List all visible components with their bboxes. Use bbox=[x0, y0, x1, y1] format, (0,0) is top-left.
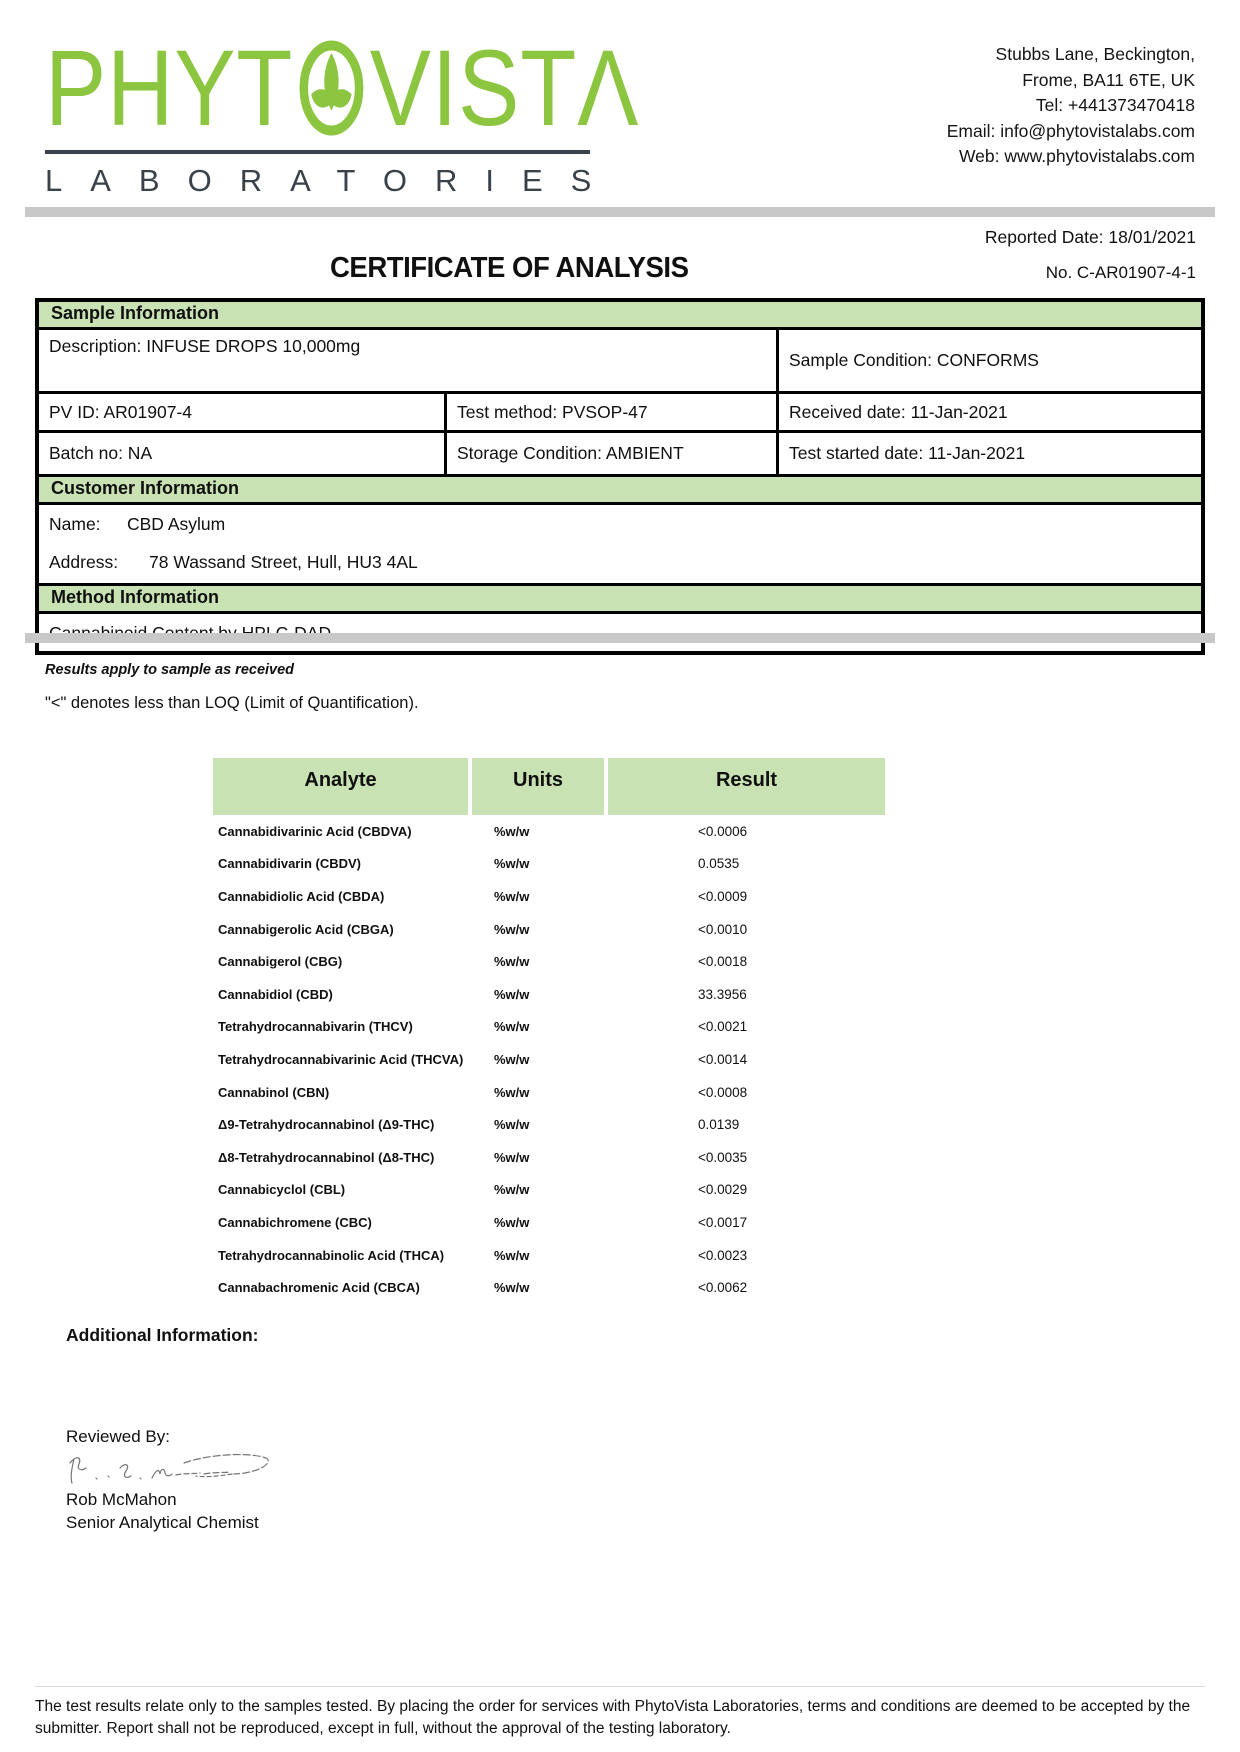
analyte-cell: Tetrahydrocannabivarin (THCV) bbox=[218, 1019, 413, 1035]
units-cell: %w/w bbox=[494, 1280, 530, 1296]
result-cell: 0.0535 bbox=[698, 856, 740, 872]
result-cell: <0.0014 bbox=[698, 1051, 748, 1067]
units-cell: %w/w bbox=[494, 921, 530, 937]
customer-name-line bbox=[49, 514, 1191, 535]
results-table-body bbox=[213, 815, 885, 1304]
results-row bbox=[213, 978, 885, 1011]
units-cell: %w/w bbox=[494, 1214, 530, 1230]
result-cell: <0.0029 bbox=[698, 1182, 748, 1198]
results-row bbox=[213, 1271, 885, 1304]
results-row bbox=[213, 1108, 885, 1141]
footer-disclaimer: The test results relate only to the samples tested. By placing the order for services with PhytoVista Laboratories, terms and conditions are deemed to be accepted by the submitter. Report shall not be reproduced, except in full, without the approval of the testing laboratory. bbox=[35, 1686, 1205, 1740]
contact-web: Web: www.phytovistalabs.com bbox=[958, 146, 1195, 166]
results-row bbox=[213, 1174, 885, 1207]
sample-information-header: Sample Information bbox=[39, 302, 1201, 330]
result-cell: <0.0021 bbox=[698, 1019, 748, 1035]
results-row bbox=[213, 913, 885, 946]
units-cell: %w/w bbox=[494, 986, 530, 1002]
contact-email: Email: info@phytovistalabs.com bbox=[946, 120, 1195, 141]
company-logo bbox=[45, 27, 640, 199]
storage-condition: Storage Condition: AMBIENT bbox=[444, 433, 776, 474]
results-row bbox=[213, 1043, 885, 1076]
test-method: Test method: PVSOP-47 bbox=[444, 394, 776, 430]
certificate-number: No. C-AR01907-4-1 bbox=[1045, 263, 1196, 282]
result-cell: <0.0006 bbox=[698, 823, 748, 839]
result-cell: <0.0023 bbox=[698, 1247, 748, 1263]
results-table bbox=[213, 758, 885, 1304]
reviewer-name: Rob McMahon bbox=[66, 1490, 177, 1509]
reviewed-by-label: Reviewed By: bbox=[66, 1427, 170, 1446]
separator-bar-middle bbox=[25, 633, 1215, 643]
results-row bbox=[213, 1141, 885, 1174]
reviewer-title: Senior Analytical Chemist bbox=[66, 1513, 259, 1532]
analyte-cell: Cannabigerol (CBG) bbox=[218, 954, 343, 970]
customer-information-header: Customer Information bbox=[39, 477, 1201, 505]
sample-condition: Sample Condition: CONFORMS bbox=[776, 330, 1201, 391]
analyte-cell: Cannabinol (CBN) bbox=[218, 1084, 330, 1100]
sample-description-row bbox=[39, 330, 1201, 394]
sample-id-row bbox=[39, 394, 1201, 433]
results-col-units: Units bbox=[472, 758, 604, 815]
result-cell: <0.0008 bbox=[698, 1084, 748, 1100]
units-cell: %w/w bbox=[494, 888, 530, 904]
units-cell: %w/w bbox=[494, 1247, 530, 1263]
signature-image bbox=[62, 1447, 277, 1494]
lab-contact-block bbox=[947, 42, 1195, 170]
sample-description: Description: INFUSE DROPS 10,000mg bbox=[49, 336, 361, 356]
analyte-cell: Tetrahydrocannabivarinic Acid (THCVA) bbox=[218, 1051, 464, 1067]
result-cell: <0.0062 bbox=[698, 1280, 748, 1296]
method-information-header: Method Information bbox=[39, 586, 1201, 614]
analyte-cell: Cannabidiol (CBD) bbox=[218, 986, 333, 1002]
results-row bbox=[213, 880, 885, 913]
analyte-cell: Cannabicyclol (CBL) bbox=[218, 1182, 346, 1198]
units-cell: %w/w bbox=[494, 1019, 530, 1035]
results-col-analyte: Analyte bbox=[213, 758, 468, 815]
analyte-cell: Cannabichromene (CBC) bbox=[218, 1214, 372, 1230]
reported-date: Reported Date: 18/01/2021 bbox=[984, 227, 1196, 247]
results-table-header bbox=[213, 758, 885, 815]
result-cell: <0.0035 bbox=[698, 1149, 748, 1165]
result-cell: <0.0009 bbox=[698, 888, 748, 904]
results-row bbox=[213, 945, 885, 978]
contact-address-line1: Stubbs Lane, Beckington, bbox=[995, 44, 1195, 64]
page-title: CERTIFICATE OF ANALYSIS bbox=[330, 252, 689, 284]
separator-bar-top bbox=[25, 207, 1215, 217]
results-row bbox=[213, 1076, 885, 1109]
customer-address-line bbox=[49, 552, 1191, 573]
contact-tel: Tel: +441373470418 bbox=[1035, 95, 1195, 115]
contact-address-line2: Frome, BA11 6TE, UK bbox=[1022, 69, 1195, 90]
note-loq: "<" denotes less than LOQ (Limit of Quantification). bbox=[45, 694, 419, 712]
analyte-cell: Cannabigerolic Acid (CBGA) bbox=[218, 921, 394, 937]
result-cell: 33.3956 bbox=[698, 986, 747, 1002]
analyte-cell: Cannabidiolic Acid (CBDA) bbox=[218, 888, 385, 904]
logo-subtitle: LABORATORIES bbox=[45, 163, 620, 198]
units-cell: %w/w bbox=[494, 1051, 530, 1067]
customer-name-label: Name: bbox=[49, 514, 101, 534]
result-cell: <0.0018 bbox=[698, 954, 748, 970]
note-sample-as-received: Results apply to sample as received bbox=[45, 662, 295, 678]
result-cell: <0.0017 bbox=[698, 1214, 748, 1230]
customer-name-value: CBD Asylum bbox=[127, 514, 226, 534]
units-cell: %w/w bbox=[494, 1084, 530, 1100]
results-row bbox=[213, 1011, 885, 1044]
units-cell: %w/w bbox=[494, 856, 530, 872]
analyte-cell: Cannabidivarinic Acid (CBDVA) bbox=[218, 823, 412, 839]
units-cell: %w/w bbox=[494, 1182, 530, 1198]
units-cell: %w/w bbox=[494, 1117, 530, 1133]
result-cell: <0.0010 bbox=[698, 921, 748, 937]
analyte-cell: Cannabachromenic Acid (CBCA) bbox=[218, 1280, 420, 1296]
additional-information-label: Additional Information: bbox=[66, 1325, 259, 1345]
units-cell: %w/w bbox=[494, 823, 530, 839]
received-date: Received date: 11-Jan-2021 bbox=[776, 394, 1201, 430]
results-row bbox=[213, 1239, 885, 1272]
results-row bbox=[213, 1206, 885, 1239]
logo-text-pre: PHYT bbox=[45, 27, 294, 148]
analyte-cell: Δ9-Tetrahydrocannabinol (Δ9-THC) bbox=[218, 1117, 435, 1133]
result-cell: 0.0139 bbox=[698, 1117, 740, 1133]
information-table bbox=[35, 298, 1205, 655]
results-row bbox=[213, 815, 885, 848]
analyte-cell: Tetrahydrocannabinolic Acid (THCA) bbox=[218, 1247, 445, 1263]
pv-id: PV ID: AR01907-4 bbox=[49, 401, 192, 422]
analyte-cell: Cannabidivarin (CBDV) bbox=[218, 856, 362, 872]
customer-address-value: 78 Wassand Street, Hull, HU3 4AL bbox=[149, 552, 418, 572]
results-col-result: Result bbox=[608, 758, 885, 815]
units-cell: %w/w bbox=[494, 954, 530, 970]
batch-no: Batch no: NA bbox=[49, 443, 153, 463]
units-cell: %w/w bbox=[494, 1149, 530, 1165]
logo-text-post: VISTΛ bbox=[369, 27, 640, 148]
sample-batch-row bbox=[39, 433, 1201, 477]
leaf-icon bbox=[297, 38, 365, 138]
test-started-date: Test started date: 11-Jan-2021 bbox=[776, 433, 1201, 474]
logo-wordmark bbox=[45, 27, 640, 148]
analyte-cell: Δ8-Tetrahydrocannabinol (Δ8-THC) bbox=[218, 1149, 435, 1165]
customer-information-body bbox=[39, 505, 1201, 586]
customer-address-label: Address: bbox=[49, 552, 119, 572]
logo-divider bbox=[45, 150, 590, 154]
results-row bbox=[213, 848, 885, 881]
